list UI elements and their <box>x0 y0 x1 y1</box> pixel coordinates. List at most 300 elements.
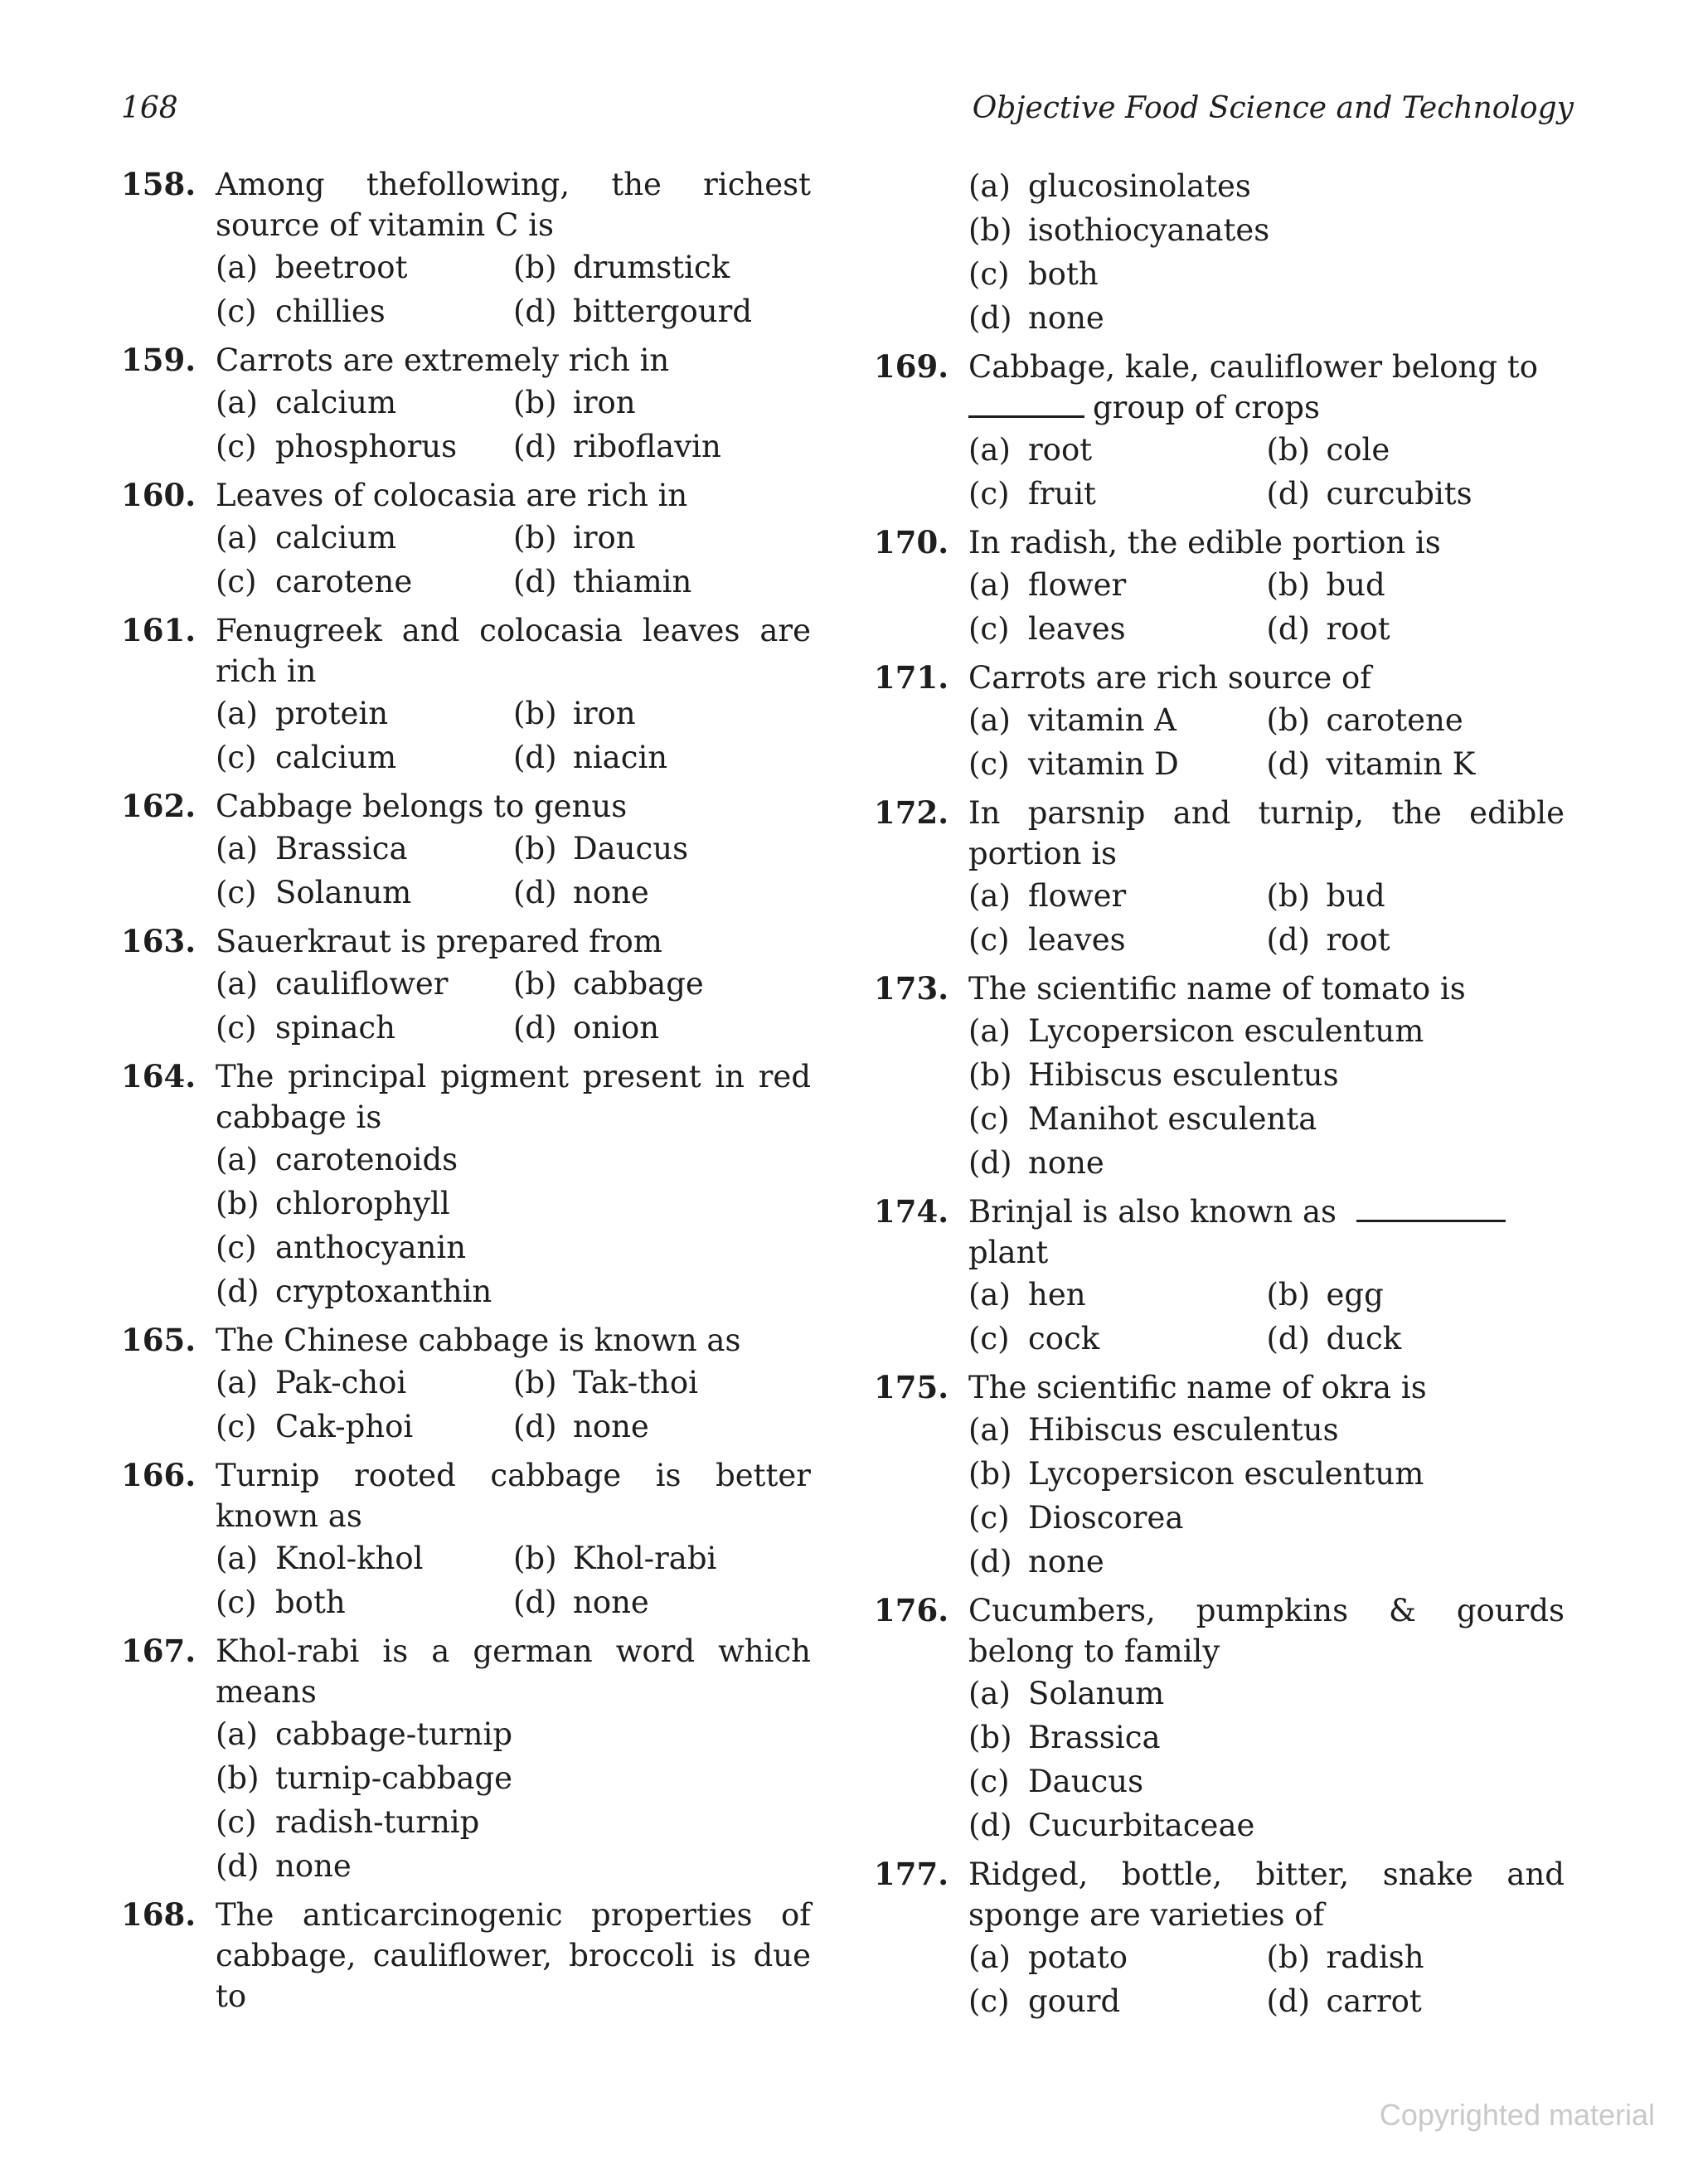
question-header <box>874 1590 1565 1672</box>
option-text: bud <box>1326 567 1385 603</box>
option <box>968 1672 1565 1716</box>
option-text: turnip-cabbage <box>275 1760 513 1796</box>
option-label: (a) <box>216 250 258 285</box>
option <box>216 381 513 425</box>
option-label: (d) <box>513 294 557 329</box>
question-block <box>874 1854 1565 2023</box>
question-text: Leaves of colocasia are rich in <box>216 478 688 513</box>
question-header <box>874 522 1565 563</box>
question-block <box>121 1455 811 1624</box>
question-text-part: Cabbage, kale, cauliflower belong to <box>968 349 1538 385</box>
option <box>216 289 513 333</box>
question-header <box>121 610 811 692</box>
question-number: 160. <box>121 477 196 513</box>
option-text: carotene <box>1326 702 1463 738</box>
option-label: (c) <box>216 1010 257 1046</box>
copyright-watermark: Copyrighted material <box>1379 2098 1655 2132</box>
option-label: (d) <box>1266 1983 1311 2019</box>
option-text: root <box>1326 922 1390 958</box>
question-header <box>874 1854 1565 1935</box>
option-text: bittergourd <box>573 294 753 329</box>
option-label: (a) <box>968 1412 1011 1448</box>
question-number: 166. <box>121 1457 196 1493</box>
question-block <box>874 522 1565 651</box>
option-label: (b) <box>513 831 557 866</box>
option-label: (a) <box>216 520 258 556</box>
option <box>216 692 513 735</box>
question-number: 159. <box>121 342 196 378</box>
option-text: calcium <box>275 740 397 775</box>
option-label: (d) <box>513 1010 557 1046</box>
question-header <box>874 1367 1565 1408</box>
option <box>513 560 811 604</box>
option <box>1267 874 1565 918</box>
option <box>513 381 811 425</box>
option <box>216 1138 811 1182</box>
option <box>216 1844 811 1888</box>
option <box>216 1756 811 1800</box>
option-label: (c) <box>968 611 1010 647</box>
question-block <box>874 1590 1565 1847</box>
option <box>968 296 1565 340</box>
question-number: 167. <box>121 1633 196 1669</box>
option <box>1267 428 1565 472</box>
option-text: leaves <box>1028 611 1126 647</box>
option-label: (c) <box>216 294 257 329</box>
option-label: (a) <box>968 432 1011 468</box>
option-text: Khol-rabi <box>573 1541 717 1576</box>
question-block <box>874 658 1565 786</box>
option-text: Brassica <box>1028 1720 1161 1755</box>
option <box>513 871 811 915</box>
option <box>216 1225 811 1269</box>
question-text: The Chinese cabbage is known as <box>216 1323 741 1358</box>
option-label: (c) <box>216 875 257 910</box>
option <box>216 1269 811 1313</box>
option-label: (d) <box>216 1848 260 1884</box>
option-text: root <box>1326 611 1390 647</box>
option <box>513 827 811 871</box>
question-number: 163. <box>121 923 196 959</box>
option-label: (d) <box>216 1274 260 1309</box>
question-header <box>874 1191 1565 1273</box>
option <box>1267 563 1565 607</box>
question-header <box>121 1455 811 1536</box>
option-text: thiamin <box>573 564 692 599</box>
option <box>1267 607 1565 651</box>
option <box>968 918 1267 962</box>
option-label: (c) <box>968 1983 1010 2019</box>
question-header <box>121 1895 811 2017</box>
option-label: (a) <box>216 1142 258 1177</box>
question-block <box>121 1631 811 1888</box>
option-label: (c) <box>216 1230 257 1265</box>
options-group <box>216 827 811 915</box>
option-label: (d) <box>1266 922 1311 958</box>
option-text: cole <box>1326 432 1390 468</box>
option-text: none <box>573 1585 649 1620</box>
option-text: Lycopersicon esculentum <box>1028 1456 1424 1492</box>
option <box>968 1097 1565 1141</box>
option <box>1267 698 1565 742</box>
option-text: flower <box>1028 878 1127 914</box>
option <box>968 742 1267 786</box>
option-label: (d) <box>1266 476 1311 512</box>
option-text: Brassica <box>275 831 408 866</box>
option <box>216 560 513 604</box>
option <box>968 874 1267 918</box>
option <box>513 425 811 468</box>
question-text-part: Brinjal is also known as <box>968 1194 1337 1230</box>
option-text: flower <box>1028 567 1127 603</box>
option-text: onion <box>573 1010 660 1046</box>
question-text: Cucumbers, pumpkins & gourds belong to family <box>968 1593 1565 1669</box>
option-label: (b) <box>968 1057 1012 1093</box>
option <box>968 607 1267 651</box>
option-label: (b) <box>513 1365 557 1400</box>
option-label: (d) <box>1266 746 1311 782</box>
question-header <box>121 786 811 827</box>
question-text: Cabbage belongs to genus <box>216 789 628 824</box>
option-label: (b) <box>513 520 557 556</box>
option <box>513 692 811 735</box>
option-label: (d) <box>968 1544 1012 1580</box>
page-header <box>121 91 1574 133</box>
options-group <box>968 563 1565 651</box>
question-header <box>121 475 811 516</box>
option-label: (d) <box>968 1808 1012 1843</box>
option <box>968 698 1267 742</box>
option-label: (b) <box>1266 567 1311 603</box>
option <box>513 735 811 779</box>
option-text: vitamin D <box>1028 746 1179 782</box>
option-label: (d) <box>513 1409 557 1444</box>
question-header <box>121 340 811 381</box>
option-text: both <box>1028 256 1099 292</box>
option-text: duck <box>1326 1321 1402 1357</box>
option <box>216 516 513 560</box>
options-group <box>968 1408 1565 1584</box>
options-group <box>216 1712 811 1888</box>
option <box>968 563 1267 607</box>
option-text: radish-turnip <box>275 1804 480 1840</box>
option-text: none <box>275 1848 352 1884</box>
option-text: both <box>275 1585 346 1620</box>
option-text: fruit <box>1028 476 1096 512</box>
option-label: (a) <box>968 1277 1011 1313</box>
option-label: (b) <box>968 212 1012 248</box>
option <box>216 1712 811 1756</box>
option-label: (b) <box>513 1541 557 1576</box>
option <box>968 1452 1565 1496</box>
options-group <box>968 698 1565 786</box>
option <box>968 1935 1267 1979</box>
question-block <box>121 475 811 604</box>
option-text: vitamin A <box>1028 702 1176 738</box>
option-text: none <box>1028 1544 1104 1580</box>
option <box>968 1803 1565 1847</box>
question-header <box>874 793 1565 874</box>
option-text: Pak-choi <box>275 1365 407 1400</box>
question-block <box>121 1056 811 1313</box>
option <box>216 1182 811 1225</box>
option-label: (a) <box>216 1365 258 1400</box>
option <box>513 245 811 289</box>
option-text: none <box>1028 1145 1104 1181</box>
option-label: (c) <box>968 256 1010 292</box>
option-label: (c) <box>216 564 257 599</box>
question-header <box>874 347 1565 428</box>
option-text: protein <box>275 696 389 731</box>
question-text: In radish, the edible portion is <box>968 525 1441 561</box>
question-text: The scientific name of tomato is <box>968 971 1466 1007</box>
options-group <box>216 1138 811 1313</box>
option-label: (a) <box>968 567 1011 603</box>
option-label: (d) <box>513 740 557 775</box>
options-group <box>216 1361 811 1449</box>
option <box>1267 1317 1565 1361</box>
option <box>216 1405 513 1449</box>
question-text: Ridged, bottle, bitter, snake and sponge are varieties of <box>968 1856 1565 1933</box>
option-text: egg <box>1326 1277 1384 1313</box>
option <box>513 1536 811 1580</box>
option <box>968 1009 1565 1053</box>
option-label: (d) <box>513 1585 557 1620</box>
left-column <box>121 164 811 2023</box>
option <box>513 962 811 1006</box>
question-block <box>121 610 811 779</box>
options-group <box>968 874 1565 962</box>
option-text: drumstick <box>573 250 730 285</box>
option <box>513 1006 811 1050</box>
option <box>968 164 1565 208</box>
options-group <box>968 1009 1565 1185</box>
option-label: (a) <box>968 702 1011 738</box>
question-number: 171. <box>874 659 949 696</box>
option-text: phosphorus <box>275 429 458 464</box>
question-number: 170. <box>874 524 949 561</box>
question-block <box>874 1367 1565 1584</box>
option-text: root <box>1028 432 1093 468</box>
options-group <box>968 1273 1565 1361</box>
option-text: hen <box>1028 1277 1086 1313</box>
option-label: (b) <box>513 966 557 1002</box>
option-text: chlorophyll <box>275 1186 450 1221</box>
option-text: Hibiscus esculentus <box>1028 1057 1339 1093</box>
option-text: cabbage-turnip <box>275 1716 513 1752</box>
question-block <box>121 1320 811 1449</box>
option-label: (a) <box>968 1013 1011 1049</box>
options-group <box>216 962 811 1050</box>
option-text: beetroot <box>275 250 408 285</box>
question-text <box>968 1191 1565 1273</box>
question-text: In parsnip and turnip, the edible portion is <box>968 795 1565 871</box>
option-label: (c) <box>216 740 257 775</box>
options-group <box>216 1536 811 1624</box>
option-label: (c) <box>968 1500 1010 1536</box>
question-header <box>121 1056 811 1138</box>
question-text-part: group of crops <box>1093 390 1321 425</box>
question-text: Turnip rooted cabbage is better known as <box>216 1458 811 1534</box>
question-text: Carrots are extremely rich in <box>216 342 670 378</box>
option-text: spinach <box>275 1010 395 1046</box>
option-text: Solanum <box>1028 1676 1165 1711</box>
option-label: (c) <box>968 1321 1010 1357</box>
option-label: (d) <box>968 1145 1012 1181</box>
option-label: (c) <box>216 1804 257 1840</box>
option-text: iron <box>573 520 636 556</box>
fill-in-blank <box>1356 1195 1506 1222</box>
option-text: cabbage <box>573 966 704 1002</box>
option <box>216 1800 811 1844</box>
option <box>513 1361 811 1405</box>
option-text: leaves <box>1028 922 1126 958</box>
option-label: (d) <box>513 429 557 464</box>
option-label: (d) <box>513 564 557 599</box>
option-label: (b) <box>968 1456 1012 1492</box>
page-number: 168 <box>121 91 178 125</box>
option-label: (c) <box>216 1585 257 1620</box>
option <box>968 1496 1565 1540</box>
option-text: vitamin K <box>1326 746 1476 782</box>
question-text-part: plant <box>968 1235 1049 1270</box>
option <box>968 1141 1565 1185</box>
question-block <box>121 164 811 333</box>
option-label: (a) <box>968 1939 1011 1975</box>
option <box>968 472 1267 516</box>
book-title: Objective Food Science and Technology <box>972 91 1574 125</box>
option-label: (c) <box>216 429 257 464</box>
option-label: (a) <box>216 696 258 731</box>
options-group <box>216 381 811 468</box>
option-label: (a) <box>968 168 1011 204</box>
option <box>216 425 513 468</box>
option-label: (b) <box>1266 702 1311 738</box>
question-number: 172. <box>874 794 949 831</box>
option <box>513 1405 811 1449</box>
option <box>968 428 1267 472</box>
question-header <box>121 164 811 245</box>
option <box>216 962 513 1006</box>
options-group <box>216 692 811 779</box>
option-text: none <box>1028 300 1104 336</box>
option-label: (a) <box>216 1541 258 1576</box>
option-label: (d) <box>513 875 557 910</box>
option <box>216 735 513 779</box>
option <box>1267 918 1565 962</box>
options-group <box>968 1672 1565 1847</box>
question-text: Carrots are rich source of <box>968 660 1372 696</box>
option-label: (b) <box>1266 1277 1311 1313</box>
fill-in-blank <box>968 391 1084 418</box>
option <box>968 1273 1267 1317</box>
question-block <box>874 164 1565 340</box>
option-text: carotenoids <box>275 1142 458 1177</box>
option <box>968 1540 1565 1584</box>
option-text: curcubits <box>1326 476 1472 512</box>
option-text: potato <box>1028 1939 1128 1975</box>
option-label: (b) <box>216 1760 260 1796</box>
question-block <box>121 786 811 915</box>
question-number: 173. <box>874 970 949 1007</box>
option-label: (b) <box>968 1720 1012 1755</box>
option-text: Dioscorea <box>1028 1500 1184 1536</box>
option <box>216 871 513 915</box>
option-label: (a) <box>968 1676 1011 1711</box>
option <box>968 1317 1267 1361</box>
option-label: (c) <box>216 1409 257 1444</box>
option-text: carrot <box>1326 1983 1422 2019</box>
option <box>1267 472 1565 516</box>
option-text: gourd <box>1028 1983 1121 2019</box>
question-text <box>968 347 1565 428</box>
option-label: (a) <box>968 878 1011 914</box>
options-group <box>216 245 811 333</box>
option-text: chillies <box>275 294 386 329</box>
option <box>968 1408 1565 1452</box>
option-label: (d) <box>1266 1321 1311 1357</box>
question-text: The anticarcinogenic properties of cabbage, cauliflower, broccoli is due to <box>216 1897 811 2014</box>
question-number: 161. <box>121 612 196 648</box>
option <box>1267 1273 1565 1317</box>
question-block <box>874 1191 1565 1361</box>
question-number: 164. <box>121 1058 196 1094</box>
question-block <box>121 921 811 1050</box>
option-text: Daucus <box>1028 1764 1144 1799</box>
question-block <box>874 347 1565 516</box>
question-header <box>874 968 1565 1009</box>
option <box>513 289 811 333</box>
option <box>216 1006 513 1050</box>
question-header <box>874 658 1565 698</box>
question-text: The principal pigment present in red cabbage is <box>216 1059 811 1135</box>
option-label: (b) <box>513 250 557 285</box>
option <box>513 516 811 560</box>
option-label: (b) <box>513 696 557 731</box>
question-number: 169. <box>874 348 949 385</box>
question-text: Among thefollowing, the richest source of vitamin C is <box>216 167 811 243</box>
options-group <box>968 164 1565 340</box>
option-text: glucosinolates <box>1028 168 1251 204</box>
option-text: cock <box>1028 1321 1100 1357</box>
option-label: (b) <box>216 1186 260 1221</box>
option-label: (d) <box>1266 611 1311 647</box>
question-number: 175. <box>874 1369 949 1405</box>
question-number: 177. <box>874 1856 949 1892</box>
option-text: Cak-phoi <box>275 1409 414 1444</box>
question-header <box>121 1631 811 1712</box>
question-block <box>874 968 1565 1185</box>
question-number: 174. <box>874 1193 949 1230</box>
option-text: isothiocyanates <box>1028 212 1270 248</box>
option-label: (c) <box>968 1101 1010 1137</box>
options-group <box>968 1935 1565 2023</box>
option-text: bud <box>1326 878 1385 914</box>
question-text: Sauerkraut is prepared from <box>216 924 662 959</box>
question-block <box>874 793 1565 962</box>
option-label: (b) <box>1266 1939 1311 1975</box>
option-text: Lycopersicon esculentum <box>1028 1013 1424 1049</box>
option <box>968 1759 1565 1803</box>
option-label: (b) <box>1266 432 1311 468</box>
question-header <box>121 921 811 962</box>
option <box>968 1053 1565 1097</box>
option-label: (c) <box>968 1764 1010 1799</box>
option-label: (a) <box>216 831 258 866</box>
option-label: (b) <box>1266 878 1311 914</box>
question-number: 176. <box>874 1592 949 1628</box>
question-number: 168. <box>121 1896 196 1933</box>
